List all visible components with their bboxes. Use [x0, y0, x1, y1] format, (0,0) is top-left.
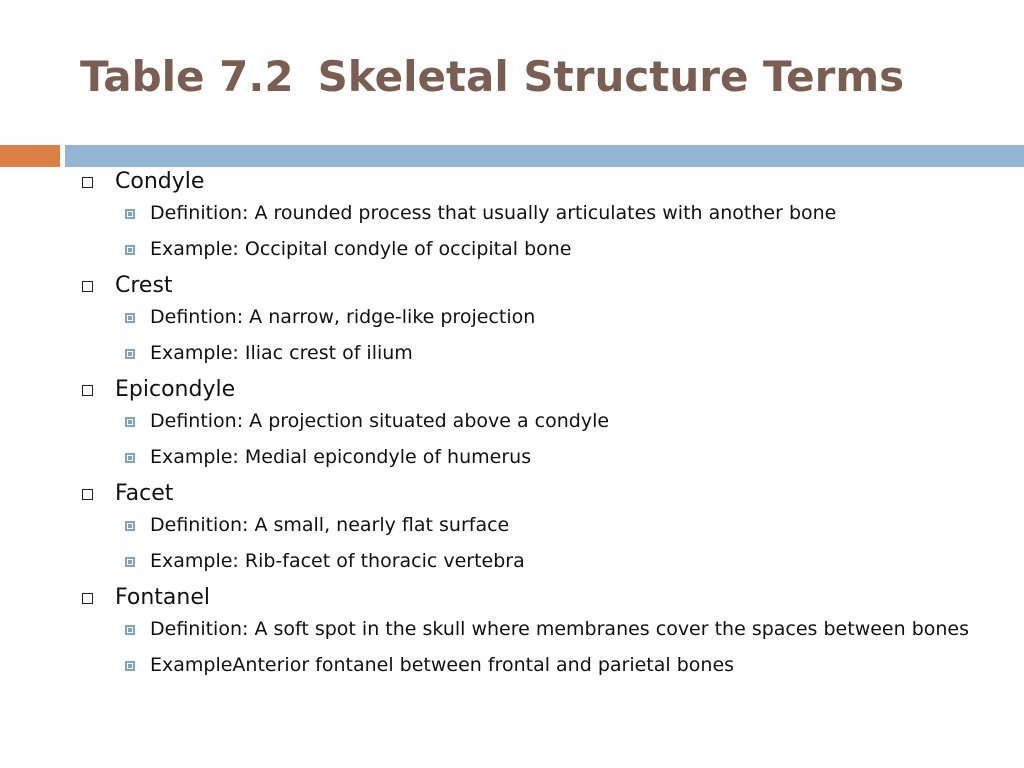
filled-square-bullet-icon	[125, 625, 135, 635]
sub-item	[82, 548, 1002, 575]
filled-square-bullet-icon	[125, 245, 135, 255]
term-item	[82, 272, 1002, 300]
sub-text: Example: Iliac crest of ilium	[150, 342, 413, 364]
accent-bar-blue	[65, 145, 1024, 167]
term-item	[82, 168, 1002, 196]
term-item	[82, 376, 1002, 404]
filled-square-bullet-icon	[125, 453, 135, 463]
sub-text: Example: Occipital condyle of occipital bone	[150, 238, 572, 260]
term-list	[82, 168, 1002, 688]
term-label: Fontanel	[115, 585, 210, 610]
sub-text: Defintion: A projection situated above a condyle	[150, 410, 610, 432]
sub-item	[82, 652, 1002, 679]
accent-bar-orange	[0, 145, 60, 167]
term-item	[82, 584, 1002, 612]
term-label: Crest	[115, 273, 173, 298]
slide-title	[80, 52, 904, 101]
sub-item	[82, 408, 1002, 435]
sub-text: ExampleAnterior fontanel between frontal and parietal bones	[150, 654, 735, 676]
sub-item	[82, 200, 1002, 227]
filled-square-bullet-icon	[125, 313, 135, 323]
filled-square-bullet-icon	[125, 521, 135, 531]
sub-item	[82, 512, 1002, 539]
filled-square-bullet-icon	[125, 557, 135, 567]
filled-square-bullet-icon	[125, 661, 135, 671]
sub-item	[82, 340, 1002, 367]
hollow-square-bullet-icon	[82, 281, 93, 292]
term-group	[82, 480, 1002, 575]
term-item	[82, 480, 1002, 508]
sub-text: Definition: A small, nearly flat surface	[150, 514, 510, 536]
filled-square-bullet-icon	[125, 417, 135, 427]
hollow-square-bullet-icon	[82, 177, 93, 188]
filled-square-bullet-icon	[125, 209, 135, 219]
sub-item	[82, 304, 1002, 331]
title-text: Skeletal Structure Terms	[317, 52, 905, 101]
hollow-square-bullet-icon	[82, 489, 93, 500]
sub-text: Defintion: A narrow, ridge-like projection	[150, 306, 536, 328]
sub-item	[82, 444, 1002, 471]
sub-item	[82, 616, 1002, 643]
sub-text: Definition: A rounded process that usually articulates with another bone	[150, 202, 837, 224]
title-number: Table 7.2	[80, 52, 294, 101]
term-group	[82, 584, 1002, 679]
term-group	[82, 376, 1002, 471]
filled-square-bullet-icon	[125, 349, 135, 359]
sub-item	[82, 236, 1002, 263]
sub-text: Example: Rib-facet of thoracic vertebra	[150, 550, 525, 572]
hollow-square-bullet-icon	[82, 385, 93, 396]
sub-text: Example: Medial epicondyle of humerus	[150, 446, 532, 468]
term-label: Facet	[115, 481, 174, 506]
term-label: Condyle	[115, 169, 205, 194]
term-label: Epicondyle	[115, 377, 236, 402]
term-group	[82, 168, 1002, 263]
sub-text: Definition: A soft spot in the skull where membranes cover the spaces between bones	[150, 618, 970, 640]
hollow-square-bullet-icon	[82, 593, 93, 604]
term-group	[82, 272, 1002, 367]
